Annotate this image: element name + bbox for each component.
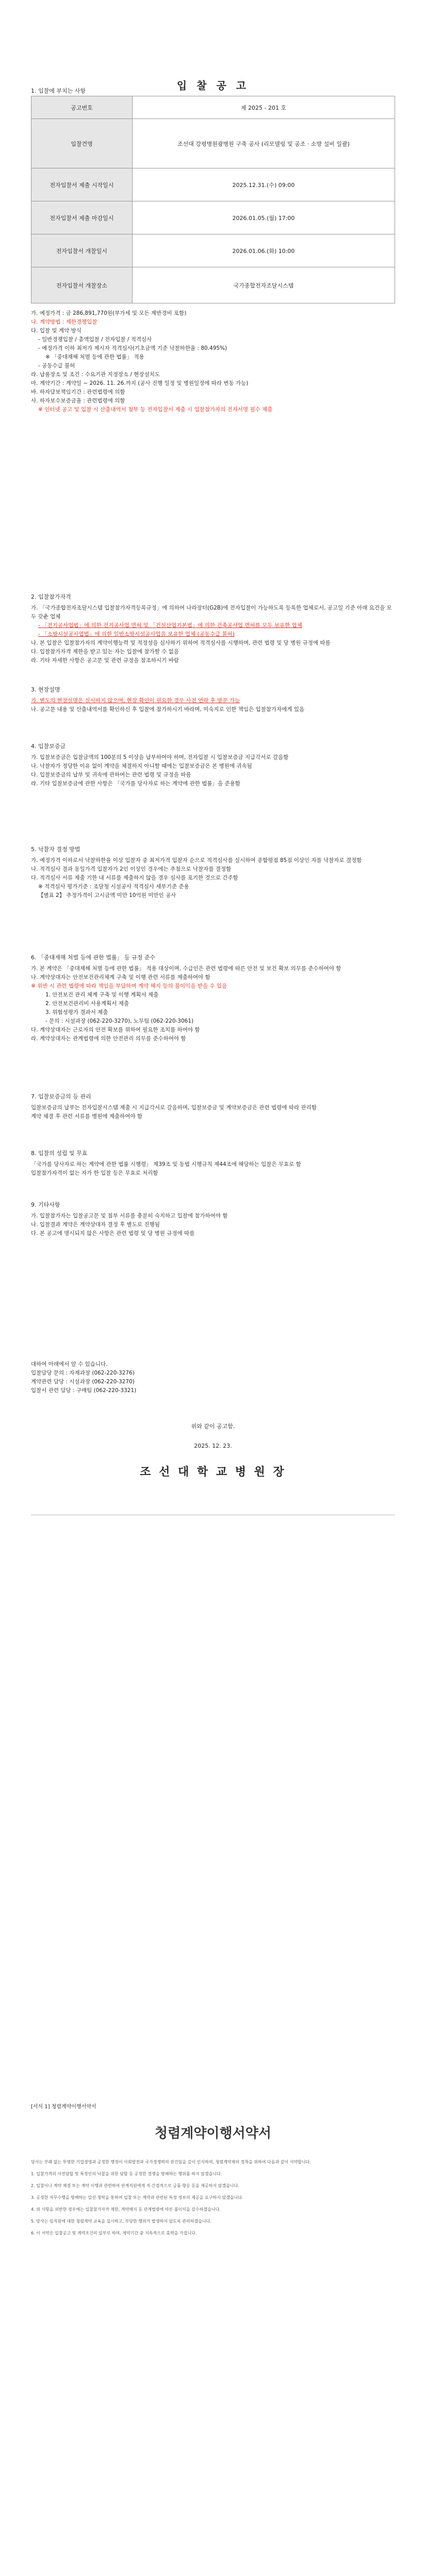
section7-heading: 7. 입찰보증금의 등 관리 (31, 1093, 91, 1100)
note-line: 나. 계약방법 : 제한경쟁입찰 (31, 319, 97, 325)
item-line: - 문의 : 시설과장 (062-220-3270), 노무팀 (062-220-3061) (45, 1018, 194, 1024)
item-line: 가. 예정가격 이하로서 낙찰하한율 이상 입찰자 중 최저가격 입찰자 순으로 적격심사를 실시하여 종합평점 85점 이상인 자를 낙찰자로 결정함 (31, 857, 362, 863)
item-line: 나. 입찰결과 계약은 계약상대자 결정 후 별도로 진행됨 (31, 1222, 160, 1228)
item-line: 다. 본 공고에 명시되지 않은 사항은 관련 법령 및 당 병원 규정에 따름 (31, 1230, 195, 1236)
item-line: 3. 위험성평가 결과서 제출 (45, 1009, 108, 1015)
info-row (31, 267, 395, 303)
contact-line: 입찰담당 문의 : 자재과장 (062-220-3276) (31, 1370, 135, 1376)
item-line: 다. 입찰보증금의 납부 및 귀속에 관하여는 관련 법령 및 규정을 따름 (31, 772, 191, 778)
contacts-block (31, 1360, 395, 1395)
bid-info-table (31, 96, 395, 303)
info-row (31, 96, 395, 119)
info-value: 국가종합전자조달시스템 (133, 267, 395, 303)
info-row (31, 119, 395, 168)
item-line: 「국가를 당사자로 하는 계약에 관한 법률 시행령」 제39조 및 동법 시행규칙 제44조에 해당하는 입찰은 무효로 함 (31, 1161, 301, 1167)
closing-text: 위와 같이 공고함. (191, 1423, 235, 1430)
info-key: 전자입찰서 개찰장소 (31, 267, 133, 303)
item-line: 가. 입찰참가자는 입찰공고문 및 첨부 서류를 충분히 숙지하고 입찰에 참가하여야 함 (31, 1213, 228, 1219)
note-line: 바. 하자담보책임기간 : 관련법령에 의함 (31, 389, 125, 395)
section6-body (31, 964, 395, 1043)
contact-line: 계약관련 담당 : 시설과장 (062-220-3270) (31, 1379, 135, 1385)
item-line: ※ 위반 시 관련 법령에 따라 책임을 부담하며 계약 해지 등의 불이익을 받을 수 있음 (31, 983, 227, 989)
form-tag: [서식 1] 청렴계약이행서약서 (31, 2104, 96, 2110)
item-line: 나. 본 입찰은 입찰참가자의 계약이행능력 및 적정성을 심사하기 위하여 적격심사를 시행하며, 관련 법령 및 당 병원 규정에 따름 (31, 640, 331, 646)
item-line: 나. 낙찰자가 정당한 이유 없이 계약을 체결하지 아니할 때에는 입찰보증금은 본 병원에 귀속됨 (31, 763, 252, 769)
section8-body (31, 1160, 395, 1178)
info-key: 전자입찰서 제출 시작일시 (31, 168, 133, 201)
contract-para: 5. 당사는 임직원에 대한 청렴계약 교육을 실시하고, 부당한 행위가 발생하지 않도록 관리하겠습니다. (31, 2219, 211, 2224)
item-line: 입찰참가자격이 없는 자가 한 입찰 등은 무효로 처리함 (31, 1170, 158, 1176)
item-line: 계약 체결 후 관련 서류를 병원에 제출하여야 함 (31, 1113, 143, 1120)
section5-body (31, 856, 395, 900)
contract-para: 3. 공정한 직무수행을 방해하는 알선·청탁을 통하여 입찰 또는 계약과 관련된 특정 정보의 제공을 요구하지 않겠습니다. (31, 2195, 243, 2200)
item-line: 라. 기타 자세한 사항은 공고문 및 관련 규정을 참조하시기 바람 (31, 657, 179, 664)
info-value: 조선대 강평병원광병원 구축 공사 (리모델링 및 공조 · 소방 설비 일괄) (133, 119, 395, 168)
contract-para: 6. 이 서약은 입찰공고 및 계약조건의 일부로 하며, 계약기간 중 지속적으로 효력을 가집니다. (31, 2231, 197, 2235)
section5-heading: 5. 낙찰자 결정 방법 (31, 846, 80, 853)
section4-body (31, 753, 395, 788)
contract-para: 1. 입찰가격의 사전담합 및 특정인의 낙찰을 위한 담합 등 공정한 경쟁을 방해하는 행위를 하지 않겠습니다. (31, 2172, 222, 2176)
item-line: 2. 안전보건관리비 사용계획서 제출 (45, 1001, 129, 1007)
notice-date: 2025. 12. 23. (194, 1443, 232, 1449)
info-value: 2025.12.31.(수) 09:00 (133, 168, 395, 201)
item-line: 나. 계약상대자는 안전보건관리체계 구축 및 이행 관련 서류를 제출하여야 함 (31, 974, 210, 980)
info-row (31, 168, 395, 201)
section9-heading: 9. 기타사항 (31, 1201, 60, 1208)
item-line: 1. 안전보건 관리 체계 구축 및 이행 계획서 제출 (45, 992, 159, 998)
item-line: 【별표 2】 추정가격이 고시금액 미만 10억원 미만인 공사 (38, 892, 176, 899)
contract-title: 청렴계약이행서약서 (154, 2126, 272, 2141)
item-line: 라. 계약상대자는 관계법령에 의한 안전관리 의무를 준수하여야 함 (31, 1036, 186, 1042)
info-value: 2026.01.05.(월) 17:00 (133, 201, 395, 234)
note-line: 라. 납품장소 및 조건 : 수요기관 지정장소 / 현장설치도 (31, 371, 160, 378)
info-key: 전자입찰서 개찰일시 (31, 234, 133, 267)
section8-heading: 8. 입찰의 성립 및 무효 (31, 1150, 88, 1157)
info-value: 2026.01.06.(화) 10:00 (133, 234, 395, 267)
info-key: 전자입찰서 제출 마감일시 (31, 201, 133, 234)
note-line: - 일반경쟁입찰 / 총액입찰 / 전자입찰 / 적격심사 (38, 336, 152, 343)
note-line: 다. 입찰 및 계약 방식 (31, 328, 81, 334)
notice-title: 입 찰 공 고 (176, 79, 250, 92)
note-line: 가. 예정가격 : 금 286,891,770원(부가세 및 모든 제반경비 포함) (31, 310, 187, 316)
note-line: - 공동수급 불허 (38, 363, 75, 369)
contact-line: 입찰서 관련 담당 : 구매팀 (062-220-3321) (31, 1387, 137, 1394)
section9-body (31, 1212, 395, 1238)
info-key: 공고번호 (31, 96, 133, 119)
info-value: 제 2025 - 201 호 (133, 96, 395, 119)
contract-para: 4. 위 사항을 위반한 경우에는 입찰참가자격 제한, 계약해지 등 관계법령에 따른 불이익을 감수하겠습니다. (31, 2207, 221, 2212)
item-line: 다. 계약상대자는 근로자의 안전 확보를 위하여 필요한 조치를 하여야 함 (31, 1027, 200, 1033)
section2-body (31, 604, 395, 665)
contract-para: 당사는 부패 없는 투명한 기업경영과 공정한 행정이 사회발전과 국가경쟁력의 관건임을 깊이 인식하며, 청렴계약제의 정착을 위하여 다음과 같이 서약합니다. (31, 2160, 311, 2164)
item-line: 입찰보증금의 납부는 전자입찰시스템 제출 시 지급각서로 갈음하며, 입찰보증금 및 계약보증금은 관련 법령에 따라 관리함 (31, 1105, 317, 1111)
item-line: - 「소방시설공사업법」에 의한 일반소방시설공사업을 보유한 업체 (공동수급 불허) (38, 631, 235, 637)
item-line: ※ 적격심사 평가기준 : 조달청 시설공사 적격심사 세부기준 준용 (38, 884, 189, 890)
issuer-org: 조 선 대 학 교 병 원 장 (140, 1466, 286, 1479)
info-key: 입찰건명 (31, 119, 133, 168)
note-line: 사. 하자보수보증금율 : 관련법령에 의함 (31, 398, 125, 404)
section1-heading: 1. 입찰에 부치는 사항 (31, 88, 86, 94)
info-row (31, 234, 395, 267)
item-line: 나. 공고문 내용 및 산출내역서를 확인하신 후 입찰에 참가하시기 바라며, 미숙지로 인한 책임은 입찰참가자에게 있음 (31, 706, 305, 713)
section2-heading: 2. 입찰참가자격 (31, 594, 71, 600)
item-line: 라. 기타 입찰보증금에 관한 사항은 「국가를 당사자로 하는 계약에 관한 법률」을 준용함 (31, 781, 240, 787)
section1-notes (31, 309, 395, 414)
contract-body (31, 2159, 395, 2242)
section7-body (31, 1104, 395, 1121)
note-line: - 예정가격 이하 최저가 제시자 적격심사(기초금액 기준 낙찰하한율 : 80.495%) (38, 345, 227, 351)
item-line: 나. 적격심사 결과 동일가격 입찰자가 2인 이상인 경우에는 추첨으로 낙찰자를 결정함 (31, 866, 232, 872)
item-line: - 「전기공사업법」에 의한 전기공사업 면허 및 「건설산업기본법」에 의한 건축공사업 면허를 모두 보유한 업체 (38, 622, 302, 629)
info-row (31, 201, 395, 234)
section3-heading: 3. 현장설명 (31, 686, 60, 693)
item-line: 가. 「국가종합전자조달시스템 입찰참가자격등록규정」에 의하여 나라장터(G2B)에 전자입찰이 가능하도록 등록한 업체로서, 공고일 기준 아래 요건을 모두 갖춘 업체 (31, 605, 392, 620)
contract-para: 2. 입찰이나 계약 체결 또는 계약 이행과 관련하여 관계직원에게 직·간접적으로 금품·향응 등을 제공하지 않겠습니다. (31, 2183, 239, 2188)
item-line: 다. 적격심사 서류 제출 기한 내 서류를 제출하지 않을 경우 심사를 포기한 것으로 간주함 (31, 875, 238, 881)
item-line: 가. 별도의 현장설명은 실시하지 않으며, 현장 확인이 필요한 경우 사전 연락 후 방문 가능 (31, 698, 240, 704)
item-line: 가. 본 계약은 「중대재해 처벌 등에 관한 법률」 적용 대상이며, 수급인은 관련 법령에 따른 안전 및 보건 확보 의무를 준수하여야 함 (31, 965, 341, 972)
item-line: 가. 입찰보증금은 입찰금액의 100분의 5 이상을 납부하여야 하며, 전자입찰 시 입찰보증금 지급각서로 갈음함 (31, 754, 289, 760)
note-line: 마. 계약기간 : 계약일 ~ 2026. 11. 26.까지 (공사 진행 일정 및 병원일정에 따라 변동 가능) (31, 380, 249, 386)
contacts-intro: 대하여 아래에서 알 수 있습니다. (31, 1361, 108, 1367)
section3-body (31, 697, 395, 714)
note-line: ※ 인터넷 공고 및 입찰 시 산출내역서 첨부 등 전자입찰서 제출 시 입찰참가자의 전자서명 필수 제출 (38, 406, 273, 413)
item-line: 다. 입찰참가자격 제한을 받고 있는 자는 입찰에 참가할 수 없음 (31, 649, 179, 655)
note-line: ※ 「중대재해 처벌 등에 관한 법률」 적용 (45, 354, 144, 360)
section6-heading: 6. 「중대재해 처벌 등에 관한 법률」 등 규정 준수 (31, 954, 156, 961)
section4-heading: 4. 입찰보증금 (31, 743, 66, 750)
